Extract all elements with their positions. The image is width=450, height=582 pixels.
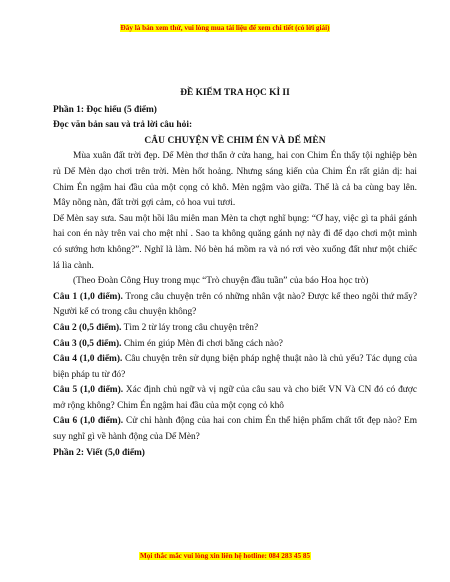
question-label: Câu 5 (1,0 điểm). [53, 385, 124, 396]
story-title: CÂU CHUYỆN VỀ CHIM ÉN VÀ DẾ MÈN [144, 135, 326, 146]
question-text: Trong câu chuyện trên có những nhân vật nào? Được kể theo ngôi thứ mấy? Người kể có trong câu chuyện không? [53, 291, 417, 318]
part1-heading: Phần 1: Đọc hiểu (5 điểm) [53, 104, 157, 115]
question-text: Câu chuyện trên sử dụng biện pháp nghệ thuật nào là chủ yếu? Tác dụng của biện pháp tu từ đó? [53, 354, 417, 380]
question-label: Câu 2 (0,5 điểm). [53, 322, 122, 333]
preview-notice-banner [0, 24, 450, 32]
question-label: Câu 3 (0,5 điểm). [53, 338, 122, 349]
preview-notice-text: Đây là bản xem thử, vui lòng mua tài liệu để xem chi tiết (có lời giải) [120, 24, 330, 32]
question-6 [53, 414, 417, 445]
story-paragraph-1: Mùa xuân đất trời đẹp. Dế Mèn thơ thẩn ở cửa hang, hai con Chim Én thấy tội nghiệp bèn rủ Dế Mèn dạo chơi trên trời. Mèn hốt hoảng. Nhưng sáng kiến của Chim Én rất giản dị: hai Chim Én ngậm hai đầu của một cọng cỏ khô. Mèn ngậm vào giữa. Thế là cả ba cùng bay lên. Mây nõng nàn, đất trời gợi cảm, cỏ hoa vui tươi. [53, 151, 417, 209]
reading-instruction: Đọc văn bản sau và trả lời câu hỏi: [53, 120, 193, 131]
question-text: Chim én giúp Mèn đi chơi bằng cách nào? [121, 338, 283, 349]
question-5 [53, 383, 417, 414]
question-label: Câu 6 (1,0 điểm). [53, 416, 124, 427]
question-text: Tìm 2 từ láy trong câu chuyện trên? [121, 322, 259, 333]
question-2 [53, 321, 417, 337]
question-text: Cử chỉ hành động của hai con chim Én thể hiện phẩm chất tốt đẹp nào? Em suy nghĩ gì về hành động của Dế Mèn? [53, 416, 417, 443]
hotline-banner [0, 552, 450, 560]
hotline-text: Mọi thắc mắc vui lòng xin liên hệ hotline: 084 283 45 85 [139, 552, 311, 560]
story-paragraph-2: Dế Mèn say sưa. Sau một hồi lâu miên man Mèn ta chợt nghĩ bụng: “Ơ hay, việc gì ta phải gánh hai con én này trên vai cho mệt nhỉ . Sao ta không quăng gánh nợ này đi để dạo chơi một mình có sướng hơn không?”. Nghĩ là làm. Nó bèn há mồm ra và nó rơi vèo xuống đất như một chiếc lá lìa cành. [53, 213, 417, 271]
question-4 [53, 352, 417, 383]
exam-title: ĐỀ KIỂM TRA HỌC KÌ II [180, 88, 290, 98]
part2-heading: Phần 2: Viết (5,0 điểm) [53, 447, 145, 458]
question-text: Xác định chủ ngữ và vị ngữ của câu sau và cho biết VN Và CN đó có được mở rộng không? Chim Én ngậm hai đầu của một cọng cỏ khô [53, 385, 417, 411]
story-source: (Theo Đoàn Công Huy trong mục “Trò chuyện đầu tuần” của báo Hoa học trò) [73, 276, 369, 287]
question-label: Câu 4 (1,0 điểm). [53, 354, 123, 365]
question-label: Câu 1 (1,0 điểm). [53, 291, 123, 302]
question-1 [53, 290, 417, 321]
question-3 [53, 337, 417, 353]
exam-content [53, 86, 417, 461]
